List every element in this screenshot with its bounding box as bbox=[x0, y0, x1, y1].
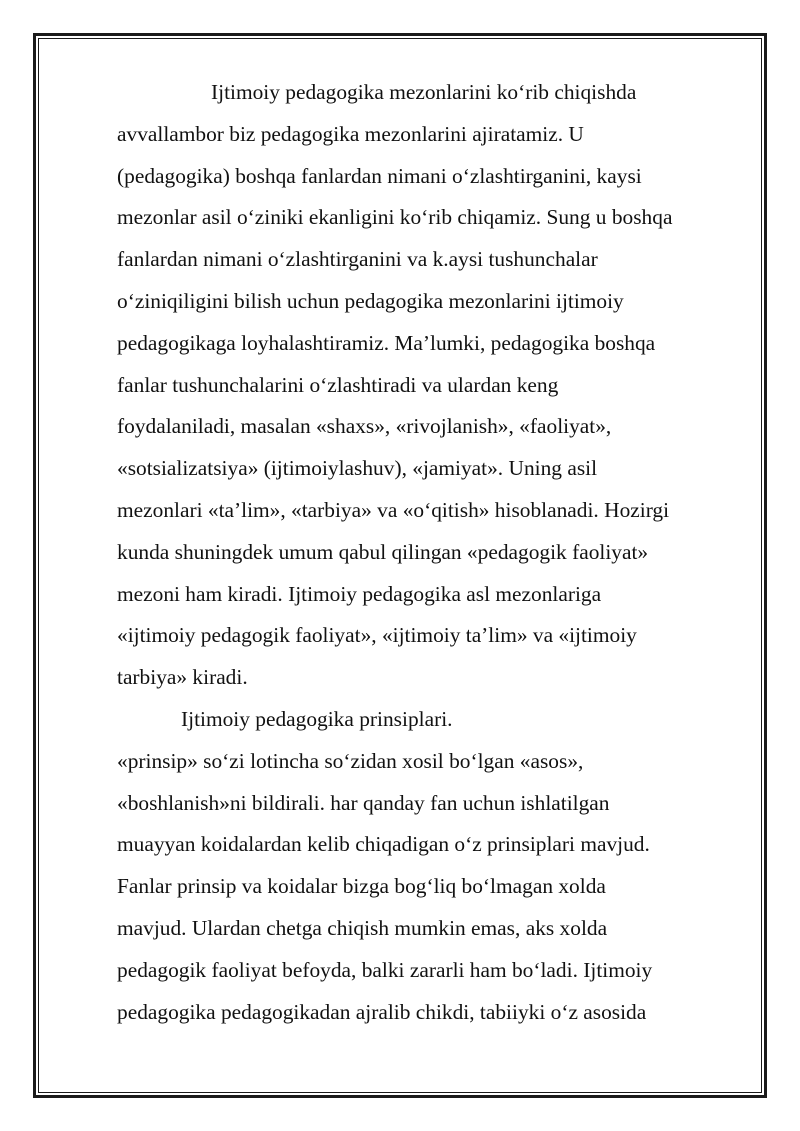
text-line: fanlar tushunchalarini oʻzlashtiradi va ulardan keng bbox=[117, 372, 559, 397]
text-line: mezonlari «ta’lim», «tarbiya» va «oʻqitish» hisoblanadi. Hozirgi bbox=[117, 497, 670, 522]
text-line: (pedagogika) boshqa fanlardan nimani oʻzlashtirganini, kaysi bbox=[117, 163, 642, 188]
text-line: mezonlar asil oʻziniki ekanligini koʻrib chiqamiz. Sung u boshqa bbox=[117, 205, 673, 230]
text-line: mavjud. Ulardan chetga chiqish mumkin emas, aks xolda bbox=[117, 915, 608, 940]
text-line: muayyan koidalardan kelib chiqadigan oʻz prinsiplari mavjud. bbox=[117, 832, 650, 857]
text-line: mezoni ham kiradi. Ijtimoiy pedagogika asl mezonlariga bbox=[117, 581, 602, 606]
text-line: «boshlanish»ni bildirali. har qanday fan uchun ishlatilgan bbox=[117, 790, 610, 815]
text-line: foydalaniladi, masalan «shaxs», «rivojlanish», «faoliyat», bbox=[117, 414, 612, 439]
text-line: pedagogik faoliyat befoyda, balki zararli ham boʻladi. Ijtimoiy bbox=[117, 957, 653, 982]
text-line: «sotsializatsiya» (ijtimoiylashuv), «jamiyat». Uning asil bbox=[117, 456, 598, 481]
text-line: fanlardan nimani oʻzlashtirganini va k.aysi tushunchalar bbox=[117, 247, 598, 272]
document-body bbox=[117, 72, 717, 1033]
text-line: Fanlar prinsip va koidalar bizga bogʻliq boʻlmagan xolda bbox=[117, 874, 606, 899]
text-line: «prinsip» soʻzi lotincha soʻzidan xosil boʻlgan «asos», bbox=[117, 748, 584, 773]
text-line: Ijtimoiy pedagogika mezonlarini koʻrib chiqishda bbox=[211, 80, 637, 104]
text-line: avvallambor biz pedagogika mezonlarini ajiratamiz. U bbox=[117, 121, 584, 146]
text-line: pedagogikaga loyhalashtiramiz. Ma’lumki, pedagogika boshqa bbox=[117, 330, 656, 355]
text-line: «ijtimoiy pedagogik faoliyat», «ijtimoiy ta’lim» va «ijtimoiy bbox=[117, 623, 637, 648]
text-line: kunda shuningdek umum qabul qilingan «pedagogik faoliyat» bbox=[117, 539, 649, 564]
text-line: pedagogika pedagogikadan ajralib chikdi, tabiiyki oʻz asosida bbox=[117, 999, 647, 1024]
text-line: tarbiya» kiradi. bbox=[117, 665, 248, 690]
section-heading: Ijtimoiy pedagogika prinsiplari. bbox=[181, 706, 453, 731]
text-line: oʻziniqiligini bilish uchun pedagogika mezonlarini ijtimoiy bbox=[117, 288, 624, 313]
